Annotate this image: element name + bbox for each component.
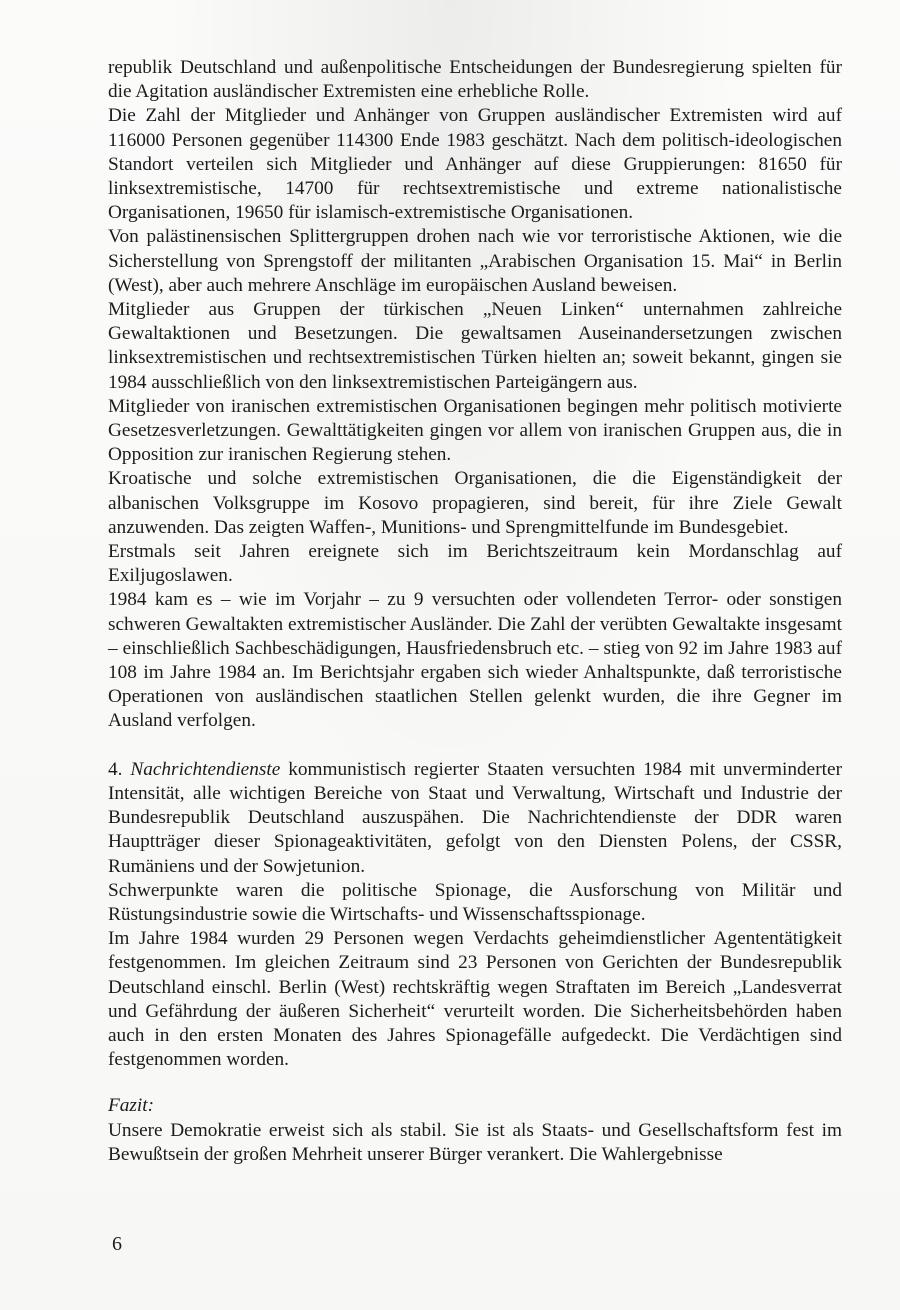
section-4-paragraph	[108, 758, 842, 879]
section-term: Nachrichtendienste	[130, 758, 281, 780]
paragraph: Schwerpunkte waren die politische Spionage, die Ausforschung von Militär und Rüstungsindustrie sowie die Wirtschafts- und Wissenschaftsspionage.	[108, 879, 842, 925]
paragraph: Die Zahl der Mitglieder und Anhänger von Gruppen ausländischer Extremisten wird auf 116000 Personen gegenüber 114300 Ende 1983 geschätzt. Nach dem politisch-ideologischen Standort verteilen sich Mitglieder und Anhänger auf diese Gruppierungen: 81650 für linksextremistische, 14700 für rechtsextremistische und extreme nationalistische Organisationen, 19650 für islamisch-extremistische Organisationen.	[108, 105, 842, 224]
paragraph: republik Deutschland und außenpolitische Entscheidungen der Bundesregierung spielten für die Agitation ausländischer Extremisten eine erhebliche Rolle.	[108, 57, 842, 103]
paragraph: Im Jahre 1984 wurden 29 Personen wegen Verdachts geheimdienstlicher Agententätigkeit festgenommen. Im gleichen Zeitraum sind 23 Personen von Gerichten der Bundesrepublik Deutschland einschl. Berlin (West) rechtskräftig wegen Straftaten im Bereich „Landesverrat und Gefährdung der äußeren Sicherheit“ verurteilt worden. Die Sicherheitsbehörden haben auch in den ersten Monaten des Jahres Spionagefälle aufgedeckt. Die Verdächtigen sind festgenommen worden.	[108, 928, 842, 1071]
fazit-paragraph: Unsere Demokratie erweist sich als stabil. Sie ist als Staats- und Gesellschaftsform fest im Bewußtsein der großen Mehrheit unserer Bürger verankert. Die Wahlergebnisse	[108, 1119, 842, 1165]
paragraph: Erstmals seit Jahren ereignete sich im Berichtszeitraum kein Mordanschlag auf Exiljugoslawen.	[108, 541, 842, 587]
paragraph: 1984 kam es – wie im Vorjahr – zu 9 versuchten oder vollendeten Terror- oder sonstigen schweren Gewaltakten extremistischer Ausländer. Die Zahl der verübten Gewaltakte insgesamt – einschließlich Sachbeschädigungen, Hausfriedensbruch etc. – stieg von 92 im Jahre 1983 auf 108 im Jahre 1984 an. Im Berichtsjahr ergaben sich wieder Anhaltspunkte, daß terroristische Operationen von ausländischen staatlichen Stellen gelenkt wurden, die ihre Gegner im Ausland verfolgen.	[108, 589, 842, 732]
paragraph: Von palästinensischen Splittergruppen drohen nach wie vor terroristische Aktionen, wie die Sicherstellung von Sprengstoff der militanten „Arabischen Organisation 15. Mai“ in Berlin (West), aber auch mehrere Anschläge im europäischen Ausland beweisen.	[108, 226, 842, 296]
paragraph: Mitglieder von iranischen extremistischen Organisationen begingen mehr politisch motivierte Gesetzesverletzungen. Gewalttätigkeiten gingen vor allem von iranischen Gruppen aus, die in Opposition zur iranischen Regierung stehen.	[108, 395, 842, 466]
fazit-heading: Fazit:	[108, 1095, 155, 1117]
body-text	[108, 56, 842, 1167]
paragraph: Kroatische und solche extremistischen Organisationen, die die Eigenständigkeit der albanischen Volksgruppe im Kosovo propagieren, sind bereit, für ihre Ziele Gewalt anzuwenden. Das zeigten Waffen-, Munitions- und Sprengmittelfunde im Bundesgebiet.	[108, 468, 842, 538]
section-text: kommunistisch regierter Staaten versuchten 1984 mit unverminderter Intensität, alle wichtigen Bereiche von Staat und Verwaltung, Wirtschaft und Industrie der Bundesrepublik Deutschland auszuspähen. Die Nachrichtendienste der DDR waren Hauptträger dieser Spionageaktivitäten, gefolgt von den Diensten Polens, der CSSR, Rumäniens und der Sowjetunion.	[108, 758, 842, 877]
page-number: 6	[112, 1233, 122, 1255]
section-number: 4.	[108, 758, 123, 780]
paragraph: Mitglieder aus Gruppen der türkischen „Neuen Linken“ unternahmen zahlreiche Gewaltaktionen und Besetzungen. Die gewaltsamen Auseinandersetzungen zwischen linksextremistischen und rechtsextremistischen Türken hielten an; soweit bekannt, gingen sie 1984 ausschließlich von den linksextremistischen Parteigängern aus.	[108, 299, 842, 393]
